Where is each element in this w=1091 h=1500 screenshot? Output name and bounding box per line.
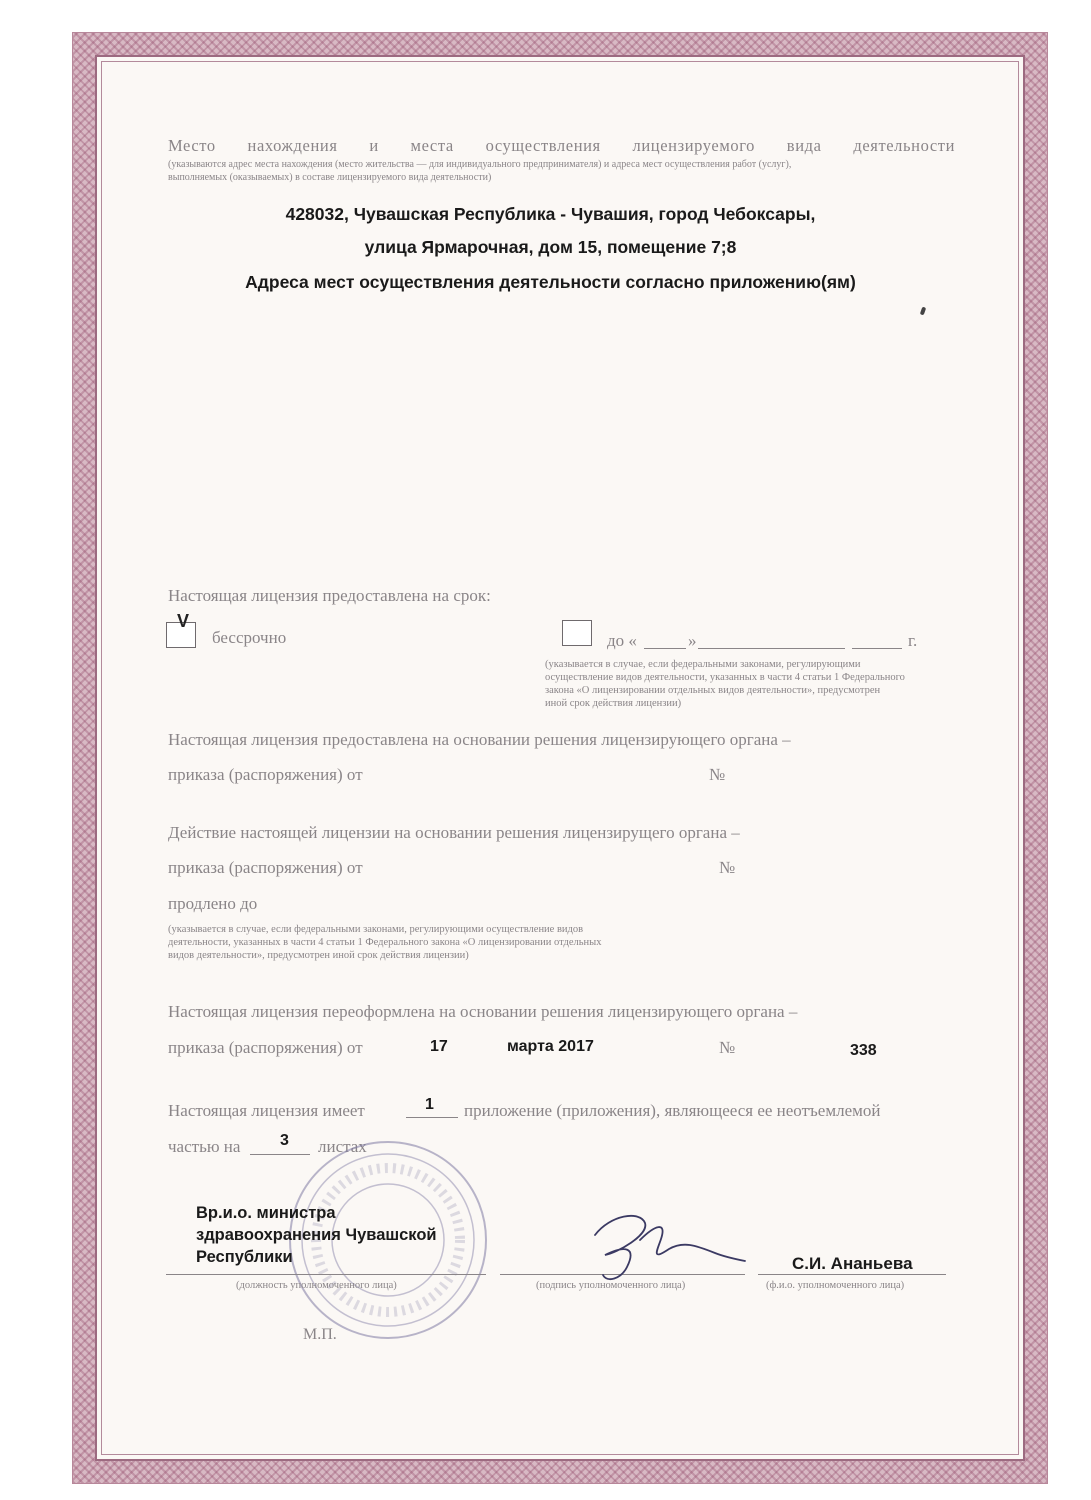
until-prefix: до «: [607, 631, 637, 650]
header-note-line2: выполняемых (оказываемых) в составе лицензируемого вида деятельности): [168, 172, 492, 183]
reissue-day: 17: [430, 1038, 448, 1055]
until-quote-close: »: [688, 631, 697, 650]
until-suffix: г.: [908, 631, 918, 650]
annex-count-line: [406, 1117, 458, 1118]
name-caption: (ф.и.о. уполномоченного лица): [766, 1280, 905, 1291]
reissue-line2: приказа (распоряжения) от: [168, 1038, 363, 1057]
annex-part-prefix: частью на: [168, 1137, 241, 1156]
signatory-name: С.И. Ананьева: [792, 1254, 913, 1273]
until-year-line: [852, 648, 902, 649]
header-note-line1: (указываются адрес места нахождения (место жительства — для индивидуального предпринимателя) и адреса мест осуществления работ (услуг),: [168, 159, 792, 170]
name-line: [758, 1274, 946, 1275]
term-note-line4: иной срок действия лицензии): [545, 698, 682, 709]
basis-line1: Настоящая лицензия предоставлена на основании решения лицензирующего органа –: [168, 730, 791, 749]
term-note-line1: (указывается в случае, если федеральными законами, регулирующими: [545, 659, 861, 670]
header-heading: Место нахождения и места осуществления лицензируемого вида деятельности: [168, 136, 955, 155]
unlimited-checkmark: V: [177, 611, 190, 631]
until-checkbox: [562, 620, 592, 646]
reissue-line1: Настоящая лицензия переоформлена на основании решения лицензирующего органа –: [168, 1002, 798, 1021]
position-line: [166, 1274, 486, 1275]
term-heading: Настоящая лицензия предоставлена на срок:: [168, 586, 491, 605]
term-note-line3: закона «О лицензировании отдельных видов деятельности», предусмотрен: [545, 685, 881, 696]
basis-number-sign: №: [709, 765, 726, 784]
extension-until: продлено до: [168, 894, 258, 913]
position-caption: (должность уполномоченного лица): [236, 1280, 397, 1291]
term-note-line2: осуществление видов деятельности, указанных в части 4 статьи 1 Федерального: [545, 672, 905, 683]
reissue-month-year: марта 2017: [507, 1038, 594, 1055]
position-line2: здравоохранения Чувашской: [196, 1226, 437, 1244]
unlimited-label: бессрочно: [212, 628, 287, 647]
extension-line1: Действие настоящей лицензии на основании решения лицензирущего органа –: [168, 823, 740, 842]
extension-line2: приказа (распоряжения) от: [168, 858, 363, 877]
position-line3: Республики: [196, 1248, 293, 1266]
annex-prefix: Настоящая лицензия имеет: [168, 1101, 365, 1120]
extension-note-line3: видов деятельности», предусмотрен иной срок действия лицензии): [168, 950, 469, 961]
signature-caption: (подпись уполномоченного лица): [536, 1280, 686, 1291]
extension-note-line1: (указывается в случае, если федеральными законами, регулирующими осуществление видов: [168, 924, 584, 935]
reissue-number: 338: [850, 1042, 877, 1059]
until-month-line: [698, 648, 845, 649]
annex-count: 1: [425, 1096, 434, 1113]
address-line3: Адреса мест осуществления деятельности согласно приложению(ям): [245, 272, 856, 292]
position-line1: Вр.и.о. министра: [196, 1204, 336, 1222]
basis-line2: приказа (распоряжения) от: [168, 765, 363, 784]
annex-part-suffix: листах: [318, 1137, 367, 1156]
handwritten-signature: [565, 1205, 750, 1290]
annex-middle: приложение (приложения), являющееся ее неотъемлемой: [464, 1101, 881, 1120]
until-day-line: [644, 648, 686, 649]
annex-sheets: 3: [280, 1132, 289, 1149]
address-line1: 428032, Чувашская Республика - Чувашия, город Чебоксары,: [285, 204, 816, 224]
reissue-number-sign: №: [719, 1038, 736, 1057]
seal-label: М.П.: [303, 1326, 337, 1343]
extension-note-line2: деятельности, указанных в части 4 статьи 1 Федерального закона «О лицензировании отдельных: [168, 937, 602, 948]
address-line2: улица Ярмарочная, дом 15, помещение 7;8: [364, 237, 737, 257]
extension-number-sign: №: [719, 858, 736, 877]
